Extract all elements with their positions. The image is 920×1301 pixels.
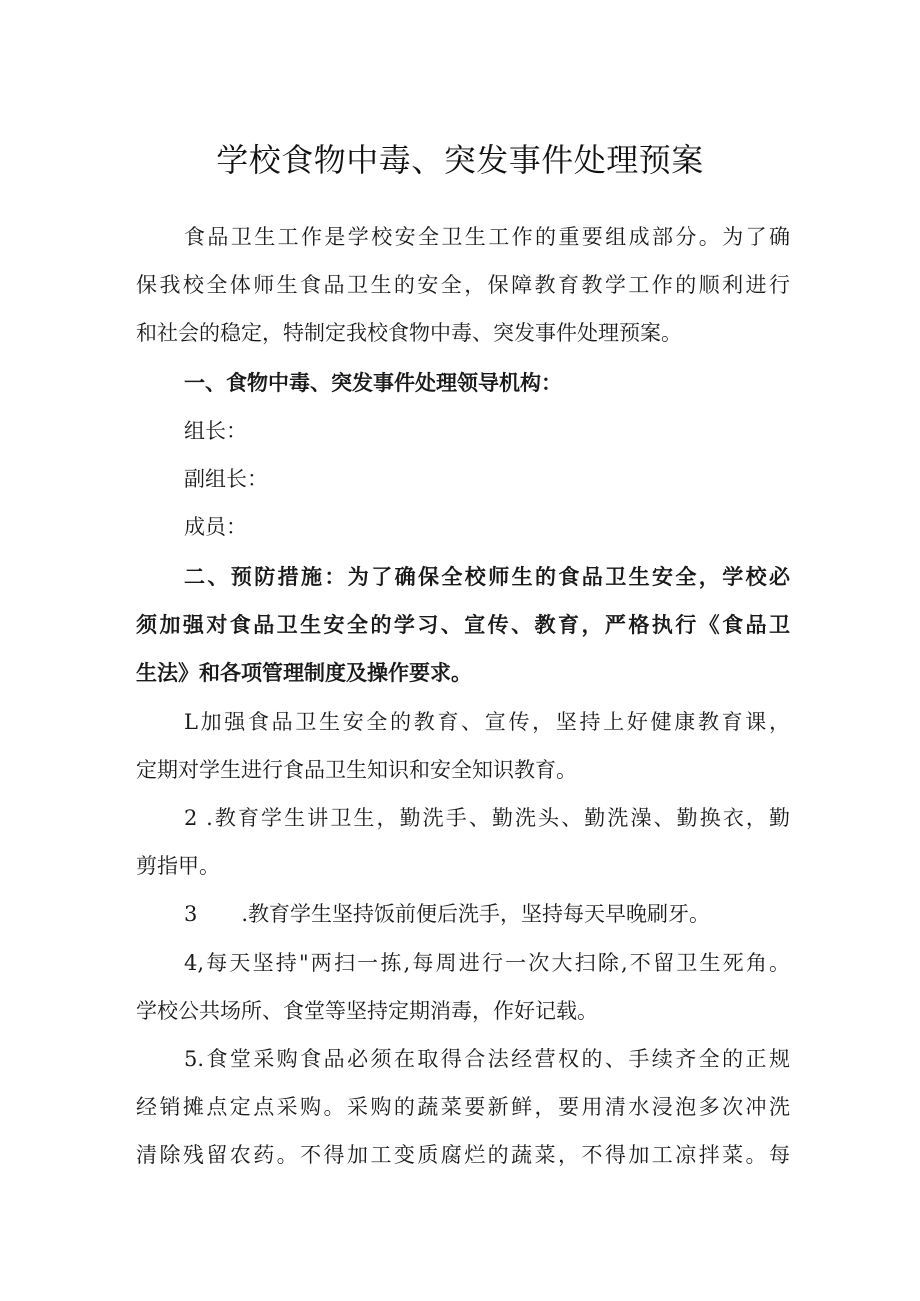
item1-line-2: 定期对学生进行食品卫生知识和安全知识教育。 (136, 758, 577, 782)
section2-heading-line-1: 二、预防措施：为了确保全校师生的食品卫生安全，学校必 (184, 565, 790, 589)
item5-line-3: 清除残留农药。不得加工变质腐烂的蔬菜，不得加工凉拌菜。每 (136, 1143, 790, 1167)
leader-label: 组长： (184, 419, 247, 443)
item5-line-1: 5.食堂采购食品必须在取得合法经营权的、手续齐全的正规 (184, 1047, 790, 1071)
item5-line-2: 经销摊点定点采购。采购的蔬菜要新鲜，要用清水浸泡多次冲洗 (136, 1095, 790, 1119)
item2-line-1: 2 .教育学生讲卫生，勤洗手、勤洗头、勤洗澡、勤换衣，勤 (184, 806, 790, 830)
members-label: 成员： (184, 515, 247, 539)
section1-heading: 一、食物中毒、突发事件处理领导机构： (184, 371, 562, 395)
deputy-leader-label: 副组长： (184, 467, 268, 491)
document-title: 学校食物中毒、突发事件处理预案 (216, 141, 704, 179)
item3-text: .教育学生坚持饭前便后洗手，坚持每天早晚刷牙。 (241, 902, 711, 926)
item2-line-2: 剪指甲。 (136, 854, 220, 878)
section2-heading-line-3: 生法》和各项管理制度及操作要求。 (136, 661, 472, 685)
item1-line-1: L加强食品卫生安全的教育、宣传，坚持上好健康教育课， (184, 710, 790, 734)
item4-line-2: 学校公共场所、食堂等坚持定期消毒，作好记载。 (136, 999, 598, 1023)
item4-line-1: 4,每天坚持"两扫一拣,每周进行一次大扫除,不留卫生死角。 (184, 951, 790, 975)
intro-line-3: 和社会的稳定，特制定我校食物中毒、突发事件处理预案。 (136, 321, 682, 345)
intro-line-2: 保我校全体师生食品卫生的安全，保障教育教学工作的顺利进行 (136, 273, 790, 297)
item3-line (184, 899, 790, 929)
section2-heading-line-2: 须加强对食品卫生安全的学习、宣传、教育，严格执行《食品卫 (136, 613, 790, 637)
item3-number: 3 (184, 902, 198, 926)
intro-line-1: 食品卫生工作是学校安全卫生工作的重要组成部分。为了确 (184, 225, 790, 249)
